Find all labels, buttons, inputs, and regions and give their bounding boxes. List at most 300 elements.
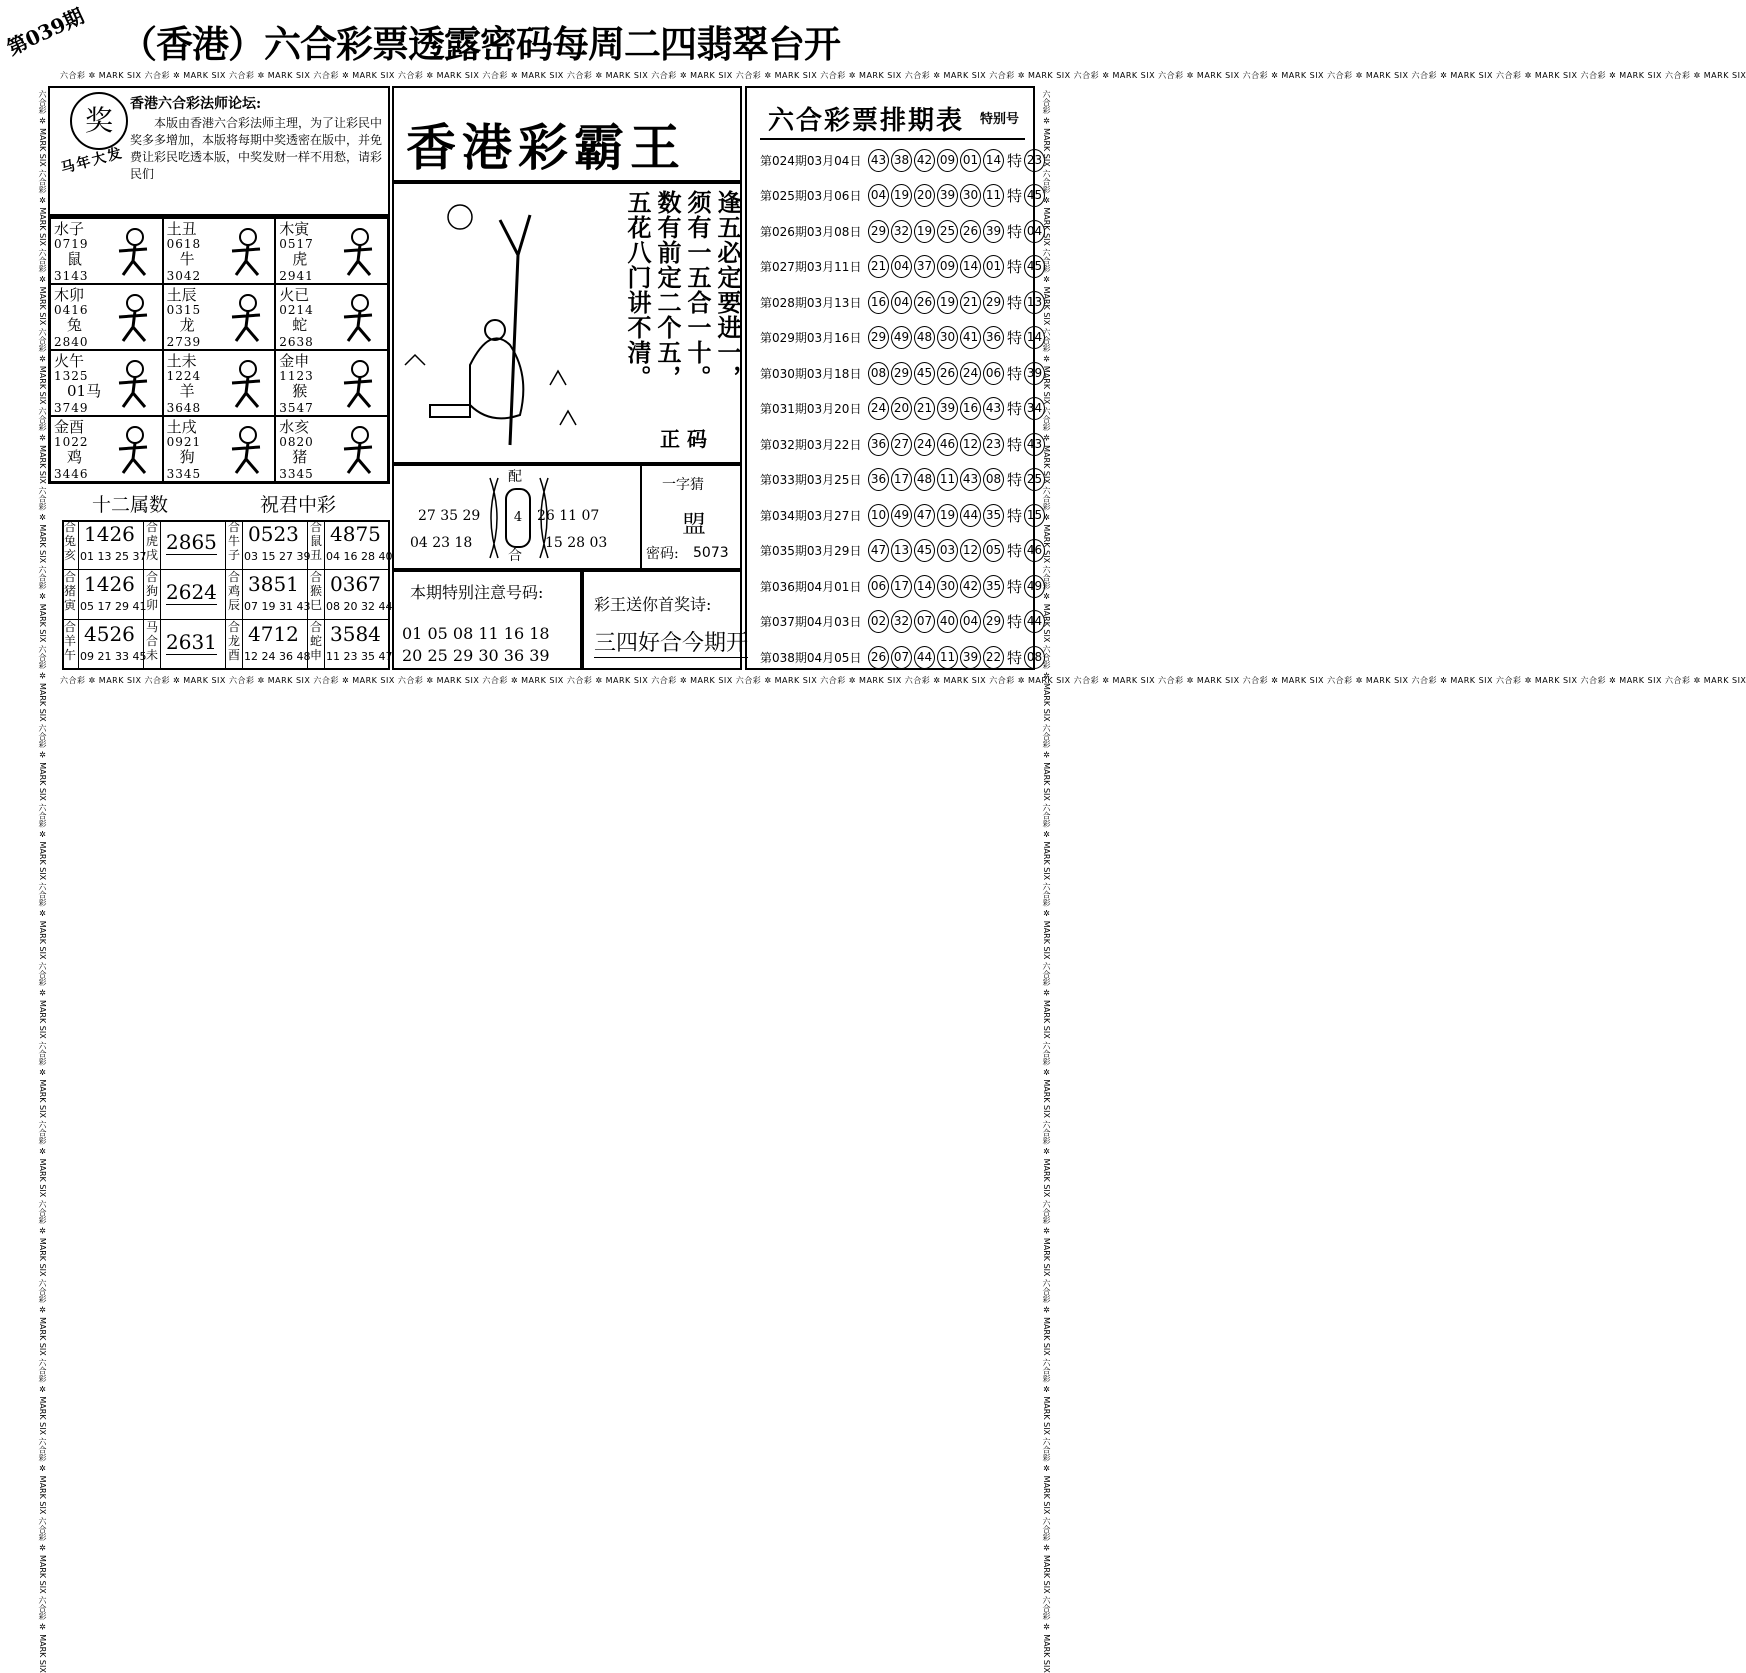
combo-small: 01 13 25 37 xyxy=(80,550,147,563)
combo-label: 合鸡辰 xyxy=(226,570,243,620)
zodiac-num: 1224 xyxy=(166,369,202,383)
code-label: 密码: xyxy=(646,546,679,562)
number-ball: 21 xyxy=(868,255,889,278)
combo-big: 2624 xyxy=(166,580,217,604)
schedule-row-label: 第027期03月11日 xyxy=(760,260,862,274)
zodiac-code: 3143 xyxy=(54,269,89,283)
schedule-row xyxy=(760,430,1047,458)
special-mark: 特 xyxy=(1007,329,1023,347)
special-ball: 08 xyxy=(1024,646,1045,669)
bottom-mark-strip: 六合彩 ✲ MARK SIX 六合彩 ✲ MARK SIX 六合彩 ✲ MARK SIX 六合彩 ✲ MARK SIX 六合彩 ✲ MARK SIX 六合彩 ✲ MARK SIX 六合彩 ✲ MARK SIX 六合彩 ✲ MARK SIX 六合彩 ✲ MARK SIX 六合彩 ✲ MARK SIX 六合彩 ✲ MARK SIX 六合彩 ✲ MARK SIX 六合彩 ✲ MARK SIX 六合彩 ✲ MARK SIX 六合彩 ✲ MARK SIX 六合彩 ✲ MARK SIX 六合彩 ✲ MARK SIX 六合彩 ✲ MARK SIX 六合彩 ✲ MARK SIX 六合彩 ✲ MARK SIX xyxy=(60,676,1746,685)
he-label: 合 xyxy=(508,548,522,564)
combo-label: 合牛子 xyxy=(226,520,243,570)
zodiac-num: 1325 xyxy=(54,369,89,383)
combo-big: 1426 xyxy=(84,522,135,546)
zodiac-animal: 猴 xyxy=(292,382,308,400)
number-ball: 12 xyxy=(960,539,981,562)
number-ball: 39 xyxy=(937,397,958,420)
combo-cell xyxy=(226,620,311,670)
number-ball: 26 xyxy=(960,220,981,243)
number-ball: 01 xyxy=(960,149,981,172)
special-mark: 特 xyxy=(1007,648,1023,667)
number-ball: 47 xyxy=(914,504,935,527)
divider-vertical xyxy=(640,464,642,570)
number-ball: 07 xyxy=(891,646,912,669)
number-ball: 29 xyxy=(983,610,1004,633)
number-ball: 42 xyxy=(960,575,981,598)
number-ball: 39 xyxy=(960,646,981,669)
guess-label: 一字猜 xyxy=(662,477,704,493)
number-ball: 45 xyxy=(914,539,935,562)
schedule-row xyxy=(760,608,1047,636)
number-ball: 17 xyxy=(891,575,912,598)
zodiac-figure-icon xyxy=(113,293,157,343)
combo-small: 07 19 31 43 xyxy=(244,600,311,613)
number-ball: 20 xyxy=(891,397,912,420)
page-title: （香港）六合彩票透露密码每周二四翡翠台开 xyxy=(120,22,840,66)
schedule-title-tag: 特别号 xyxy=(980,112,1020,127)
forum-logo: 奖 xyxy=(70,92,128,150)
number-ball: 49 xyxy=(891,504,912,527)
number-ball: 47 xyxy=(868,539,889,562)
combo-label: 合兔亥 xyxy=(62,520,79,570)
number-ball: 24 xyxy=(868,397,889,420)
number-ball: 30 xyxy=(937,326,958,349)
schedule-row xyxy=(760,359,1047,387)
number-ball: 39 xyxy=(983,220,1004,243)
zodiac-animal: 猪 xyxy=(292,448,308,466)
zodiac-animal: 鼠 xyxy=(67,250,83,268)
zheng-ma: 正 码 xyxy=(660,427,707,451)
combo-big: 1426 xyxy=(84,572,135,596)
combo-big: 0367 xyxy=(330,572,381,596)
zodiac-cell xyxy=(275,218,388,284)
zodiac-caption-right: 祝君中彩 xyxy=(260,494,337,516)
poem-column: 五花八门讲不清。 xyxy=(623,190,652,390)
zodiac-code: 3042 xyxy=(166,269,202,283)
combo-cell xyxy=(144,570,226,620)
poem2-text: 三四好合今期开 xyxy=(594,626,748,658)
zodiac-code: 2941 xyxy=(279,269,314,283)
number-ball: 48 xyxy=(914,326,935,349)
zodiac-name: 土辰 xyxy=(166,286,197,304)
guess-char: 盟 xyxy=(682,510,706,538)
special-ball: 14 xyxy=(1024,326,1045,349)
right-nums-2: 15 28 03 xyxy=(545,535,608,551)
number-ball: 22 xyxy=(983,646,1004,669)
number-ball: 43 xyxy=(868,149,889,172)
combo-label: 合鼠丑 xyxy=(308,520,325,570)
number-ball: 04 xyxy=(868,184,889,207)
number-ball: 38 xyxy=(891,149,912,172)
combo-cell xyxy=(62,520,147,570)
number-ball: 25 xyxy=(937,220,958,243)
zodiac-animal: 牛 xyxy=(179,250,195,268)
zodiac-code: 3446 xyxy=(54,467,89,481)
zodiac-cell xyxy=(163,350,276,416)
number-ball: 16 xyxy=(960,397,981,420)
number-ball: 29 xyxy=(868,220,889,243)
top-mark-strip: 六合彩 ✲ MARK SIX 六合彩 ✲ MARK SIX 六合彩 ✲ MARK SIX 六合彩 ✲ MARK SIX 六合彩 ✲ MARK SIX 六合彩 ✲ MARK SIX 六合彩 ✲ MARK SIX 六合彩 ✲ MARK SIX 六合彩 ✲ MARK SIX 六合彩 ✲ MARK SIX 六合彩 ✲ MARK SIX 六合彩 ✲ MARK SIX 六合彩 ✲ MARK SIX 六合彩 ✲ MARK SIX 六合彩 ✲ MARK SIX 六合彩 ✲ MARK SIX 六合彩 ✲ MARK SIX 六合彩 ✲ MARK SIX 六合彩 ✲ MARK SIX 六合彩 ✲ MARK SIX xyxy=(60,71,1746,80)
number-ball: 09 xyxy=(937,255,958,278)
poem2-title: 彩王送你首奖诗: xyxy=(594,595,712,614)
schedule-row-label: 第034期03月27日 xyxy=(760,508,862,523)
number-ball: 19 xyxy=(937,504,958,527)
number-ball: 36 xyxy=(983,326,1004,349)
combo-label: 合龙酉 xyxy=(226,620,243,670)
schedule-row-label: 第036期04月01日 xyxy=(760,579,862,594)
number-ball: 49 xyxy=(891,326,912,349)
special-mark: 特 xyxy=(1007,435,1023,454)
zodiac-animal: 龙 xyxy=(179,316,195,334)
combo-small: 12 24 36 48 xyxy=(244,650,311,663)
combo-small: 11 23 35 47 xyxy=(326,650,393,663)
schedule-row xyxy=(760,146,1047,174)
poem-column: 数有前定二个五， xyxy=(653,190,682,390)
schedule-row xyxy=(760,501,1047,529)
number-ball: 16 xyxy=(868,291,889,314)
special-mark: 特 xyxy=(1007,471,1023,489)
zodiac-cell xyxy=(275,416,388,482)
number-ball: 43 xyxy=(960,468,981,491)
combo-label: 马合未 xyxy=(144,620,161,670)
number-ball: 45 xyxy=(914,362,935,385)
zodiac-code: 2739 xyxy=(166,335,202,349)
number-ball: 26 xyxy=(868,646,889,669)
number-ball: 11 xyxy=(937,646,958,669)
combo-cell xyxy=(144,620,226,670)
zodiac-num: 0214 xyxy=(279,303,314,317)
schedule-row-label: 第035期03月29日 xyxy=(760,544,862,558)
schedule-row-label: 第024期03月04日 xyxy=(760,153,862,168)
number-ball: 24 xyxy=(914,433,935,456)
number-ball: 06 xyxy=(868,575,889,598)
special-ball: 23 xyxy=(1024,149,1045,172)
number-ball: 20 xyxy=(914,184,935,207)
zodiac-name: 木卯 xyxy=(54,286,85,304)
combo-label: 合狗卯 xyxy=(144,570,161,620)
combo-small: 05 17 29 41 xyxy=(80,600,147,613)
zodiac-animal: 兔 xyxy=(67,316,83,334)
number-ball: 11 xyxy=(937,468,958,491)
zodiac-figure-icon xyxy=(226,359,270,409)
sage-illustration xyxy=(400,195,610,455)
zodiac-code: 2638 xyxy=(279,335,314,349)
special-ball: 13 xyxy=(1024,291,1045,314)
schedule-row xyxy=(760,643,1047,671)
combo-label: 合猪寅 xyxy=(62,570,79,620)
number-ball: 39 xyxy=(937,184,958,207)
number-ball: 35 xyxy=(983,504,1004,527)
zodiac-name: 金申 xyxy=(279,352,310,370)
special-row-2: 20 25 29 30 36 39 xyxy=(402,646,550,665)
forum-title: 香港六合彩法师论坛: xyxy=(130,96,262,112)
zodiac-num: 0315 xyxy=(166,303,202,317)
zodiac-cell xyxy=(50,218,163,284)
combo-cell xyxy=(308,520,393,570)
zodiac-cell xyxy=(50,416,163,482)
number-ball: 42 xyxy=(914,149,935,172)
number-ball: 40 xyxy=(937,610,958,633)
schedule-row xyxy=(760,572,1047,600)
right-nums-1: 26 11 07 xyxy=(537,508,600,524)
schedule-row-label: 第028期03月13日 xyxy=(760,295,862,310)
zodiac-cell xyxy=(275,350,388,416)
combo-cell xyxy=(308,620,393,670)
special-ball: 34 xyxy=(1024,397,1045,420)
left-nums-2: 04 23 18 xyxy=(410,535,473,551)
zodiac-name: 水亥 xyxy=(279,418,310,436)
number-ball: 36 xyxy=(868,433,889,456)
number-ball: 03 xyxy=(937,539,958,562)
number-ball: 13 xyxy=(891,539,912,562)
zodiac-figure-icon xyxy=(338,359,382,409)
special-mark: 特 xyxy=(1007,222,1023,241)
number-ball: 14 xyxy=(983,149,1004,172)
number-ball: 30 xyxy=(960,184,981,207)
zodiac-cell xyxy=(50,350,163,416)
schedule-row xyxy=(760,288,1047,316)
number-ball: 43 xyxy=(983,397,1004,420)
number-ball: 29 xyxy=(868,326,889,349)
zodiac-num: 0921 xyxy=(166,435,202,449)
zodiac-num: 0416 xyxy=(54,303,89,317)
special-title: 本期特别注意号码: xyxy=(410,583,544,602)
combo-cell xyxy=(62,620,147,670)
special-ball: 49 xyxy=(1024,575,1045,598)
combo-label: 合猴巳 xyxy=(308,570,325,620)
number-ball: 04 xyxy=(891,255,912,278)
number-ball: 04 xyxy=(891,291,912,314)
zodiac-name: 火已 xyxy=(279,286,310,304)
number-ball: 09 xyxy=(937,149,958,172)
zodiac-code: 3749 xyxy=(54,401,89,415)
number-ball: 32 xyxy=(891,610,912,633)
number-ball: 29 xyxy=(891,362,912,385)
combo-label: 合蛇申 xyxy=(308,620,325,670)
number-ball: 41 xyxy=(960,326,981,349)
zodiac-num: 0517 xyxy=(279,237,314,251)
zodiac-cell xyxy=(50,284,163,350)
number-ball: 36 xyxy=(868,468,889,491)
left-mark-strip: 六合彩 ✲ MARK SIX 六合彩 ✲ MARK SIX 六合彩 ✲ MARK SIX 六合彩 ✲ MARK SIX 六合彩 ✲ MARK SIX 六合彩 ✲ MARK SIX 六合彩 ✲ MARK SIX 六合彩 ✲ MARK SIX 六合彩 ✲ MARK SIX 六合彩 ✲ MARK SIX 六合彩 ✲ MARK SIX 六合彩 ✲ MARK SIX 六合彩 ✲ MARK SIX 六合彩 ✲ MARK SIX 六合彩 ✲ MARK SIX 六合彩 ✲ MARK SIX 六合彩 ✲ MARK SIX 六合彩 ✲ MARK SIX 六合彩 ✲ MARK SIX 六合彩 ✲ MARK SIX xyxy=(38,90,47,1673)
zodiac-cell xyxy=(163,416,276,482)
number-ball: 19 xyxy=(914,220,935,243)
special-mark: 特 xyxy=(1007,293,1023,312)
combo-big: 3851 xyxy=(248,572,299,596)
number-ball: 44 xyxy=(914,646,935,669)
special-mark: 特 xyxy=(1007,506,1023,525)
zodiac-code: 2840 xyxy=(54,335,89,349)
zodiac-cell xyxy=(275,284,388,350)
number-ball: 06 xyxy=(983,362,1004,385)
pei-label: 配 xyxy=(508,469,522,485)
zodiac-animal: 狗 xyxy=(179,448,195,466)
schedule-row-label: 第031期03月20日 xyxy=(760,402,862,416)
schedule-row-label: 第038期04月05日 xyxy=(760,650,862,665)
mid-number: 4 xyxy=(513,510,523,525)
special-ball: 45 xyxy=(1024,255,1045,278)
number-ball: 08 xyxy=(983,468,1004,491)
special-ball: 43 xyxy=(1024,433,1045,456)
schedule-row-label: 第032期03月22日 xyxy=(760,437,862,452)
zodiac-code: 3345 xyxy=(279,467,314,481)
schedule-title: 六合彩票排期表 xyxy=(768,106,965,136)
zodiac-animal: 虎 xyxy=(292,250,308,268)
special-mark: 特 xyxy=(1007,400,1023,418)
number-ball: 44 xyxy=(960,504,981,527)
number-ball: 05 xyxy=(983,539,1004,562)
schedule-row xyxy=(760,395,1047,423)
schedule-row xyxy=(760,253,1047,281)
combo-small: 03 15 27 39 xyxy=(244,550,311,563)
combo-big: 4875 xyxy=(330,522,381,546)
zodiac-name: 金酉 xyxy=(54,418,85,436)
special-mark: 特 xyxy=(1007,258,1023,276)
schedule-row-label: 第033期03月25日 xyxy=(760,473,862,487)
number-ball: 11 xyxy=(983,184,1004,207)
combo-small: 09 21 33 45 xyxy=(80,650,147,663)
number-ball: 24 xyxy=(960,362,981,385)
bracket-lines xyxy=(482,476,562,560)
schedule-row xyxy=(760,217,1047,245)
zodiac-caption-left: 十二属数 xyxy=(92,494,169,516)
zodiac-code: 3648 xyxy=(166,401,202,415)
number-ball: 01 xyxy=(983,255,1004,278)
special-mark: 特 xyxy=(1007,187,1023,205)
number-ball: 37 xyxy=(914,255,935,278)
poem-column: 逢五必定要进一， xyxy=(713,190,742,390)
number-ball: 30 xyxy=(937,575,958,598)
zodiac-num: 0618 xyxy=(166,237,202,251)
number-ball: 19 xyxy=(937,291,958,314)
zodiac-name: 火午 xyxy=(54,352,85,370)
special-ball: 45 xyxy=(1024,184,1045,207)
number-ball: 26 xyxy=(914,291,935,314)
schedule-row xyxy=(760,466,1047,494)
zodiac-figure-icon xyxy=(226,293,270,343)
special-ball: 44 xyxy=(1024,610,1045,633)
schedule-row xyxy=(760,537,1047,565)
zodiac-code: 3547 xyxy=(279,401,314,415)
combo-big: 0523 xyxy=(248,522,299,546)
number-ball: 21 xyxy=(960,291,981,314)
number-ball: 10 xyxy=(868,504,889,527)
zodiac-figure-icon xyxy=(226,425,270,475)
combo-cell xyxy=(62,570,147,620)
combo-cell xyxy=(144,520,226,570)
zodiac-animal: 鸡 xyxy=(67,448,83,466)
number-ball: 29 xyxy=(983,291,1004,314)
zodiac-figure-icon xyxy=(338,227,382,277)
zodiac-name: 水子 xyxy=(54,220,85,238)
number-ball: 19 xyxy=(891,184,912,207)
zodiac-animal: 羊 xyxy=(179,382,195,400)
zodiac-animal: 01马 xyxy=(67,382,102,400)
number-ball: 14 xyxy=(960,255,981,278)
special-mark: 特 xyxy=(1007,577,1023,596)
combo-small: 04 16 28 40 xyxy=(326,550,393,563)
zodiac-num: 0820 xyxy=(279,435,314,449)
zodiac-num: 1123 xyxy=(279,369,314,383)
forum-body: 本版由香港六合彩法师主理，为了让彩民中奖多多增加，本版将每期中奖透密在版中，并免费让彩民吃透本版，中奖发财一样不用愁，请彩民们 xyxy=(130,116,383,181)
zodiac-name: 土未 xyxy=(166,352,197,370)
number-ball: 26 xyxy=(937,362,958,385)
zodiac-num: 0719 xyxy=(54,237,89,251)
combo-label: 合羊午 xyxy=(62,620,79,670)
zodiac-figure-icon xyxy=(338,425,382,475)
zodiac-figure-icon xyxy=(226,227,270,277)
special-row-1: 01 05 08 11 16 18 xyxy=(402,624,550,643)
special-mark: 特 xyxy=(1007,364,1023,383)
zodiac-name: 木寅 xyxy=(279,220,310,238)
poem-column: 须有一五合一十。 xyxy=(683,190,712,390)
schedule-row xyxy=(760,324,1047,352)
special-ball: 15 xyxy=(1024,504,1045,527)
number-ball: 23 xyxy=(983,433,1004,456)
special-mark: 特 xyxy=(1007,542,1023,560)
zodiac-figure-icon xyxy=(113,359,157,409)
left-nums-1: 27 35 29 xyxy=(418,508,481,524)
number-ball: 35 xyxy=(983,575,1004,598)
zodiac-animal: 蛇 xyxy=(292,316,308,334)
zodiac-name: 土丑 xyxy=(166,220,197,238)
schedule-row-label: 第037期04月03日 xyxy=(760,615,862,629)
schedule-row xyxy=(760,182,1047,210)
zodiac-cell xyxy=(163,218,276,284)
special-mark: 特 xyxy=(1007,151,1023,170)
number-ball: 07 xyxy=(914,610,935,633)
number-ball: 27 xyxy=(891,433,912,456)
combo-cell xyxy=(226,520,311,570)
combo-small: 08 20 32 44 xyxy=(326,600,393,613)
zodiac-figure-icon xyxy=(338,293,382,343)
combo-big: 2631 xyxy=(166,630,217,654)
code-value: 5073 xyxy=(693,545,729,561)
special-mark: 特 xyxy=(1007,613,1023,631)
zodiac-cell xyxy=(163,284,276,350)
special-ball: 04 xyxy=(1024,220,1045,243)
issue-tag: 第039期 xyxy=(3,3,88,61)
combo-big: 3584 xyxy=(330,622,381,646)
zodiac-num: 1022 xyxy=(54,435,89,449)
number-ball: 48 xyxy=(914,468,935,491)
number-ball: 17 xyxy=(891,468,912,491)
center-title: 香港彩霸王 xyxy=(406,118,686,177)
number-ball: 46 xyxy=(937,433,958,456)
zodiac-code: 3345 xyxy=(166,467,202,481)
special-ball: 39 xyxy=(1024,362,1045,385)
number-ball: 02 xyxy=(868,610,889,633)
combo-big: 2865 xyxy=(166,530,217,554)
forum-slogan: 马年大发 xyxy=(59,144,126,177)
special-ball: 46 xyxy=(1024,539,1045,562)
schedule-row-label: 第029期03月16日 xyxy=(760,331,862,345)
schedule-title-line xyxy=(760,138,1025,140)
schedule-row-label: 第026期03月08日 xyxy=(760,224,862,239)
schedule-row-label: 第030期03月18日 xyxy=(760,366,862,381)
zodiac-name: 土戌 xyxy=(166,418,197,436)
schedule-row-label: 第025期03月06日 xyxy=(760,189,862,203)
number-ball: 32 xyxy=(891,220,912,243)
combo-big: 4526 xyxy=(84,622,135,646)
combo-cell xyxy=(308,570,393,620)
combo-big: 4712 xyxy=(248,622,299,646)
zodiac-figure-icon xyxy=(113,227,157,277)
number-ball: 08 xyxy=(868,362,889,385)
combo-cell xyxy=(226,570,311,620)
combo-label: 合虎戌 xyxy=(144,520,161,570)
